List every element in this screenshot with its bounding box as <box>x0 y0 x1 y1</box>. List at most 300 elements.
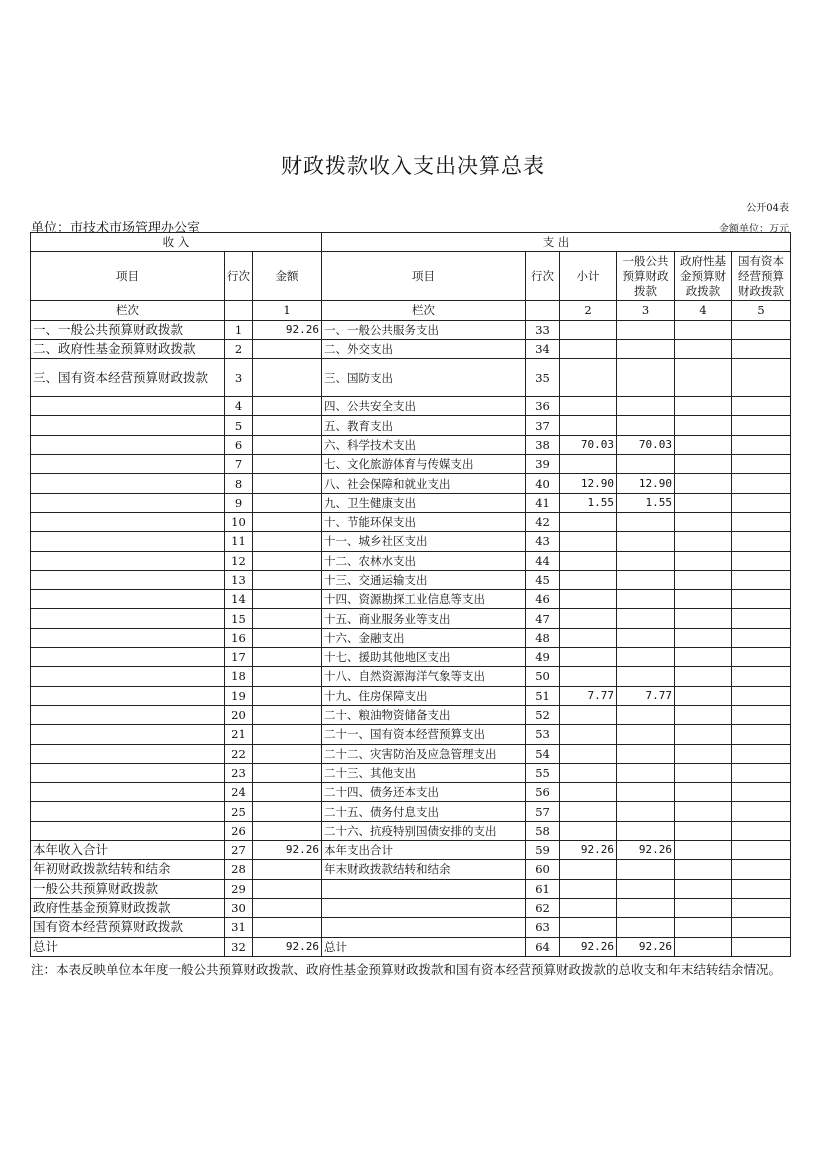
table-row <box>31 667 791 686</box>
state-capital-value <box>732 898 791 917</box>
income-rowno: 23 <box>225 763 253 782</box>
income-amount <box>253 570 322 589</box>
table-row <box>31 744 791 763</box>
general-budget-value: 70.03 <box>617 435 675 454</box>
expense-rowno: 41 <box>526 493 560 512</box>
state-capital-value <box>732 705 791 724</box>
table-row <box>31 320 791 339</box>
state-capital-header: 国有资本经营预算财政拨款 <box>732 252 791 301</box>
general-budget-value <box>617 551 675 570</box>
state-capital-value <box>732 455 791 474</box>
income-amount <box>253 512 322 531</box>
gov-fund-header: 政府性基金预算财政拨款 <box>675 252 732 301</box>
gov-fund-value <box>675 551 732 570</box>
subtotal-value <box>560 667 617 686</box>
income-rowno: 22 <box>225 744 253 763</box>
expense-rowno: 64 <box>526 937 560 956</box>
state-capital-value <box>732 609 791 628</box>
general-budget-value <box>617 763 675 782</box>
expense-rowno: 57 <box>526 802 560 821</box>
state-capital-value <box>732 570 791 589</box>
income-item: 年初财政拨款结转和结余 <box>31 860 225 879</box>
expense-item: 二十二、灾害防治及应急管理支出 <box>322 744 526 763</box>
income-rowno: 1 <box>225 320 253 339</box>
expense-rowno: 55 <box>526 763 560 782</box>
income-rowno: 19 <box>225 686 253 705</box>
income-amount <box>253 397 322 416</box>
income-rowno: 15 <box>225 609 253 628</box>
table-row <box>31 493 791 512</box>
income-rowno: 31 <box>225 918 253 937</box>
income-rowno: 6 <box>225 435 253 454</box>
income-amount-header: 金额 <box>253 252 322 301</box>
gov-fund-value <box>675 667 732 686</box>
subtotal-value <box>560 783 617 802</box>
general-budget-value <box>617 359 675 397</box>
general-budget-value <box>617 860 675 879</box>
gov-fund-value <box>675 898 732 917</box>
general-budget-value: 7.77 <box>617 686 675 705</box>
table-row <box>31 609 791 628</box>
income-amount <box>253 783 322 802</box>
expense-item: 四、公共安全支出 <box>322 397 526 416</box>
income-item-header: 项目 <box>31 252 225 301</box>
state-capital-value <box>732 725 791 744</box>
table-row <box>31 783 791 802</box>
general-budget-value <box>617 532 675 551</box>
income-amount <box>253 359 322 397</box>
subtotal-value: 7.77 <box>560 686 617 705</box>
expense-item: 十、节能环保支出 <box>322 512 526 531</box>
table-row <box>31 937 791 956</box>
table-row <box>31 359 791 397</box>
income-item <box>31 763 225 782</box>
state-capital-value <box>732 686 791 705</box>
expense-rowno: 44 <box>526 551 560 570</box>
col-label-expense: 栏次 <box>322 301 526 320</box>
subtotal-value <box>560 879 617 898</box>
state-capital-value <box>732 879 791 898</box>
general-budget-value: 1.55 <box>617 493 675 512</box>
expense-item: 九、卫生健康支出 <box>322 493 526 512</box>
empty-cell <box>526 301 560 320</box>
state-capital-value <box>732 435 791 454</box>
subtotal-value <box>560 551 617 570</box>
expense-rowno: 39 <box>526 455 560 474</box>
gov-fund-value <box>675 590 732 609</box>
income-rowno: 29 <box>225 879 253 898</box>
expense-rowno: 59 <box>526 841 560 860</box>
subtotal-value: 12.90 <box>560 474 617 493</box>
income-item <box>31 532 225 551</box>
income-amount <box>253 667 322 686</box>
state-capital-value <box>732 320 791 339</box>
gov-fund-value <box>675 802 732 821</box>
state-capital-value <box>732 493 791 512</box>
gov-fund-value <box>675 359 732 397</box>
subtotal-value <box>560 455 617 474</box>
income-amount <box>253 879 322 898</box>
state-capital-value <box>732 551 791 570</box>
col-label-income: 栏次 <box>31 301 225 320</box>
income-rowno: 13 <box>225 570 253 589</box>
budget-table <box>30 232 791 957</box>
income-rowno-header: 行次 <box>225 252 253 301</box>
state-capital-value <box>732 667 791 686</box>
income-rowno: 10 <box>225 512 253 531</box>
table-row <box>31 705 791 724</box>
general-budget-value <box>617 667 675 686</box>
gov-fund-value <box>675 397 732 416</box>
gov-fund-value <box>675 783 732 802</box>
expense-item: 二十三、其他支出 <box>322 763 526 782</box>
state-capital-value <box>732 532 791 551</box>
empty-cell <box>225 301 253 320</box>
state-capital-value <box>732 763 791 782</box>
expense-rowno: 50 <box>526 667 560 686</box>
subtotal-value <box>560 512 617 531</box>
general-budget-value <box>617 628 675 647</box>
expense-rowno: 56 <box>526 783 560 802</box>
gov-fund-value <box>675 609 732 628</box>
income-item: 一、一般公共预算财政拨款 <box>31 320 225 339</box>
state-capital-value <box>732 474 791 493</box>
income-item <box>31 551 225 570</box>
state-capital-value <box>732 416 791 435</box>
expense-item: 二十四、债务还本支出 <box>322 783 526 802</box>
col-index-5: 5 <box>732 301 791 320</box>
general-budget-value: 92.26 <box>617 937 675 956</box>
gov-fund-value <box>675 570 732 589</box>
gov-fund-value <box>675 860 732 879</box>
subtotal-value <box>560 821 617 840</box>
expense-rowno-header: 行次 <box>526 252 560 301</box>
table-row <box>31 763 791 782</box>
income-amount <box>253 609 322 628</box>
income-amount <box>253 705 322 724</box>
expense-item: 三、国防支出 <box>322 359 526 397</box>
general-budget-value <box>617 705 675 724</box>
expense-item: 二十五、债务付息支出 <box>322 802 526 821</box>
income-item <box>31 590 225 609</box>
expense-item: 十五、商业服务业等支出 <box>322 609 526 628</box>
gov-fund-value <box>675 937 732 956</box>
expense-item: 十二、农林水支出 <box>322 551 526 570</box>
expense-item: 二十六、抗疫特别国债安排的支出 <box>322 821 526 840</box>
gov-fund-value <box>675 686 732 705</box>
income-rowno: 18 <box>225 667 253 686</box>
income-item <box>31 783 225 802</box>
expense-rowno: 37 <box>526 416 560 435</box>
gov-fund-value <box>675 628 732 647</box>
general-budget-value <box>617 320 675 339</box>
gov-fund-value <box>675 339 732 358</box>
subtotal-value: 70.03 <box>560 435 617 454</box>
gov-fund-value <box>675 918 732 937</box>
income-item <box>31 705 225 724</box>
general-budget-value: 92.26 <box>617 841 675 860</box>
income-amount <box>253 898 322 917</box>
subtotal-value <box>560 416 617 435</box>
state-capital-value <box>732 744 791 763</box>
table-row <box>31 339 791 358</box>
income-amount <box>253 763 322 782</box>
income-rowno: 5 <box>225 416 253 435</box>
income-rowno: 20 <box>225 705 253 724</box>
gov-fund-value <box>675 320 732 339</box>
subtotal-value <box>560 705 617 724</box>
income-rowno: 9 <box>225 493 253 512</box>
general-budget-value <box>617 609 675 628</box>
income-amount <box>253 532 322 551</box>
state-capital-value <box>732 590 791 609</box>
income-rowno: 28 <box>225 860 253 879</box>
expense-rowno: 63 <box>526 918 560 937</box>
income-amount <box>253 821 322 840</box>
subtotal-value <box>560 744 617 763</box>
expense-rowno: 43 <box>526 532 560 551</box>
income-item: 总计 <box>31 937 225 956</box>
subtotal-value <box>560 590 617 609</box>
income-amount <box>253 590 322 609</box>
income-amount <box>253 802 322 821</box>
income-amount: 92.26 <box>253 937 322 956</box>
expense-item-header: 项目 <box>322 252 526 301</box>
income-item: 政府性基金预算财政拨款 <box>31 898 225 917</box>
table-row <box>31 532 791 551</box>
state-capital-value <box>732 648 791 667</box>
table-row <box>31 918 791 937</box>
table-row <box>31 570 791 589</box>
table-row <box>31 551 791 570</box>
col-index-4: 4 <box>675 301 732 320</box>
income-rowno: 4 <box>225 397 253 416</box>
expense-item: 年末财政拨款结转和结余 <box>322 860 526 879</box>
gov-fund-value <box>675 474 732 493</box>
expense-item: 八、社会保障和就业支出 <box>322 474 526 493</box>
table-row <box>31 686 791 705</box>
general-budget-value <box>617 455 675 474</box>
expense-rowno: 60 <box>526 860 560 879</box>
general-budget-value <box>617 879 675 898</box>
income-amount: 92.26 <box>253 841 322 860</box>
income-amount <box>253 628 322 647</box>
expense-item: 总计 <box>322 937 526 956</box>
income-item <box>31 725 225 744</box>
general-budget-value <box>617 725 675 744</box>
income-amount <box>253 744 322 763</box>
footnote: 注：本表反映单位本年度一般公共预算财政拨款、政府性基金预算财政拨款和国有资本经营预算财政拨款的总收支和年末结转结余情况。 <box>31 962 782 977</box>
income-item <box>31 416 225 435</box>
expense-item: 十四、资源勘探工业信息等支出 <box>322 590 526 609</box>
expense-rowno: 48 <box>526 628 560 647</box>
expense-item: 七、文化旅游体育与传媒支出 <box>322 455 526 474</box>
income-rowno: 30 <box>225 898 253 917</box>
expense-item <box>322 879 526 898</box>
table-row <box>31 512 791 531</box>
state-capital-value <box>732 937 791 956</box>
income-amount: 92.26 <box>253 320 322 339</box>
state-capital-value <box>732 821 791 840</box>
subtotal-value: 92.26 <box>560 841 617 860</box>
subtotal-value <box>560 609 617 628</box>
expense-rowno: 33 <box>526 320 560 339</box>
income-amount <box>253 551 322 570</box>
subtotal-value <box>560 898 617 917</box>
table-row <box>31 725 791 744</box>
general-budget-header: 一般公共预算财政拨款 <box>617 252 675 301</box>
subtotal-value: 1.55 <box>560 493 617 512</box>
general-budget-value <box>617 802 675 821</box>
gov-fund-value <box>675 744 732 763</box>
expense-rowno: 51 <box>526 686 560 705</box>
table-row <box>31 455 791 474</box>
state-capital-value <box>732 841 791 860</box>
income-rowno: 16 <box>225 628 253 647</box>
gov-fund-value <box>675 705 732 724</box>
subtotal-value <box>560 320 617 339</box>
subtotal-value <box>560 802 617 821</box>
general-budget-value <box>617 416 675 435</box>
income-item <box>31 397 225 416</box>
expense-rowno: 40 <box>526 474 560 493</box>
general-budget-value: 12.90 <box>617 474 675 493</box>
income-amount <box>253 648 322 667</box>
expense-rowno: 42 <box>526 512 560 531</box>
expense-item: 本年支出合计 <box>322 841 526 860</box>
income-item <box>31 493 225 512</box>
expense-item: 十一、城乡社区支出 <box>322 532 526 551</box>
expense-group-header: 支 出 <box>322 233 791 252</box>
table-row <box>31 821 791 840</box>
subtotal-header: 小计 <box>560 252 617 301</box>
expense-rowno: 58 <box>526 821 560 840</box>
table-row <box>31 898 791 917</box>
table-row <box>31 648 791 667</box>
expense-rowno: 38 <box>526 435 560 454</box>
income-item: 本年收入合计 <box>31 841 225 860</box>
gov-fund-value <box>675 821 732 840</box>
expense-item: 二、外交支出 <box>322 339 526 358</box>
income-amount <box>253 455 322 474</box>
general-budget-value <box>617 821 675 840</box>
expense-item: 一、一般公共服务支出 <box>322 320 526 339</box>
income-amount <box>253 725 322 744</box>
general-budget-value <box>617 744 675 763</box>
income-item <box>31 744 225 763</box>
gov-fund-value <box>675 416 732 435</box>
income-amount <box>253 860 322 879</box>
gov-fund-value <box>675 725 732 744</box>
income-item <box>31 570 225 589</box>
income-rowno: 7 <box>225 455 253 474</box>
subtotal-value <box>560 397 617 416</box>
subtotal-value <box>560 648 617 667</box>
income-item <box>31 648 225 667</box>
col-index-2: 2 <box>560 301 617 320</box>
income-rowno: 8 <box>225 474 253 493</box>
income-amount <box>253 474 322 493</box>
expense-rowno: 49 <box>526 648 560 667</box>
state-capital-value <box>732 860 791 879</box>
state-capital-value <box>732 359 791 397</box>
gov-fund-value <box>675 879 732 898</box>
table-row <box>31 879 791 898</box>
income-rowno: 17 <box>225 648 253 667</box>
col-index-3: 3 <box>617 301 675 320</box>
col-index-1: 1 <box>253 301 322 320</box>
column-index-row <box>31 301 791 320</box>
expense-rowno: 61 <box>526 879 560 898</box>
unit-label: 单位：市技术市场管理办公室 <box>31 221 201 236</box>
table-row <box>31 628 791 647</box>
income-rowno: 2 <box>225 339 253 358</box>
state-capital-value <box>732 918 791 937</box>
state-capital-value <box>732 628 791 647</box>
gov-fund-value <box>675 763 732 782</box>
income-item <box>31 686 225 705</box>
table-row <box>31 435 791 454</box>
income-item <box>31 609 225 628</box>
general-budget-value <box>617 397 675 416</box>
subtotal-value <box>560 532 617 551</box>
table-row <box>31 474 791 493</box>
table-row <box>31 841 791 860</box>
expense-item: 十七、援助其他地区支出 <box>322 648 526 667</box>
income-item <box>31 455 225 474</box>
gov-fund-value <box>675 648 732 667</box>
gov-fund-value <box>675 532 732 551</box>
gov-fund-value <box>675 512 732 531</box>
subtotal-value: 92.26 <box>560 937 617 956</box>
income-amount <box>253 416 322 435</box>
income-rowno: 21 <box>225 725 253 744</box>
table-row <box>31 802 791 821</box>
expense-rowno: 45 <box>526 570 560 589</box>
gov-fund-value <box>675 435 732 454</box>
table-row <box>31 860 791 879</box>
income-rowno: 12 <box>225 551 253 570</box>
state-capital-value <box>732 339 791 358</box>
income-item <box>31 435 225 454</box>
income-group-header: 收 入 <box>31 233 322 252</box>
table-row <box>31 590 791 609</box>
expense-rowno: 35 <box>526 359 560 397</box>
income-item <box>31 474 225 493</box>
income-item <box>31 628 225 647</box>
income-amount <box>253 339 322 358</box>
income-rowno: 24 <box>225 783 253 802</box>
subtotal-value <box>560 359 617 397</box>
income-rowno: 32 <box>225 937 253 956</box>
header-columns-row <box>31 252 791 301</box>
general-budget-value <box>617 898 675 917</box>
gov-fund-value <box>675 841 732 860</box>
expense-item: 十九、住房保障支出 <box>322 686 526 705</box>
expense-rowno: 36 <box>526 397 560 416</box>
state-capital-value <box>732 802 791 821</box>
expense-item: 十三、交通运输支出 <box>322 570 526 589</box>
income-rowno: 11 <box>225 532 253 551</box>
subtotal-value <box>560 763 617 782</box>
income-rowno: 27 <box>225 841 253 860</box>
income-item: 二、政府性基金预算财政拨款 <box>31 339 225 358</box>
income-amount <box>253 918 322 937</box>
general-budget-value <box>617 648 675 667</box>
expense-item: 五、教育支出 <box>322 416 526 435</box>
income-amount <box>253 493 322 512</box>
income-item <box>31 512 225 531</box>
